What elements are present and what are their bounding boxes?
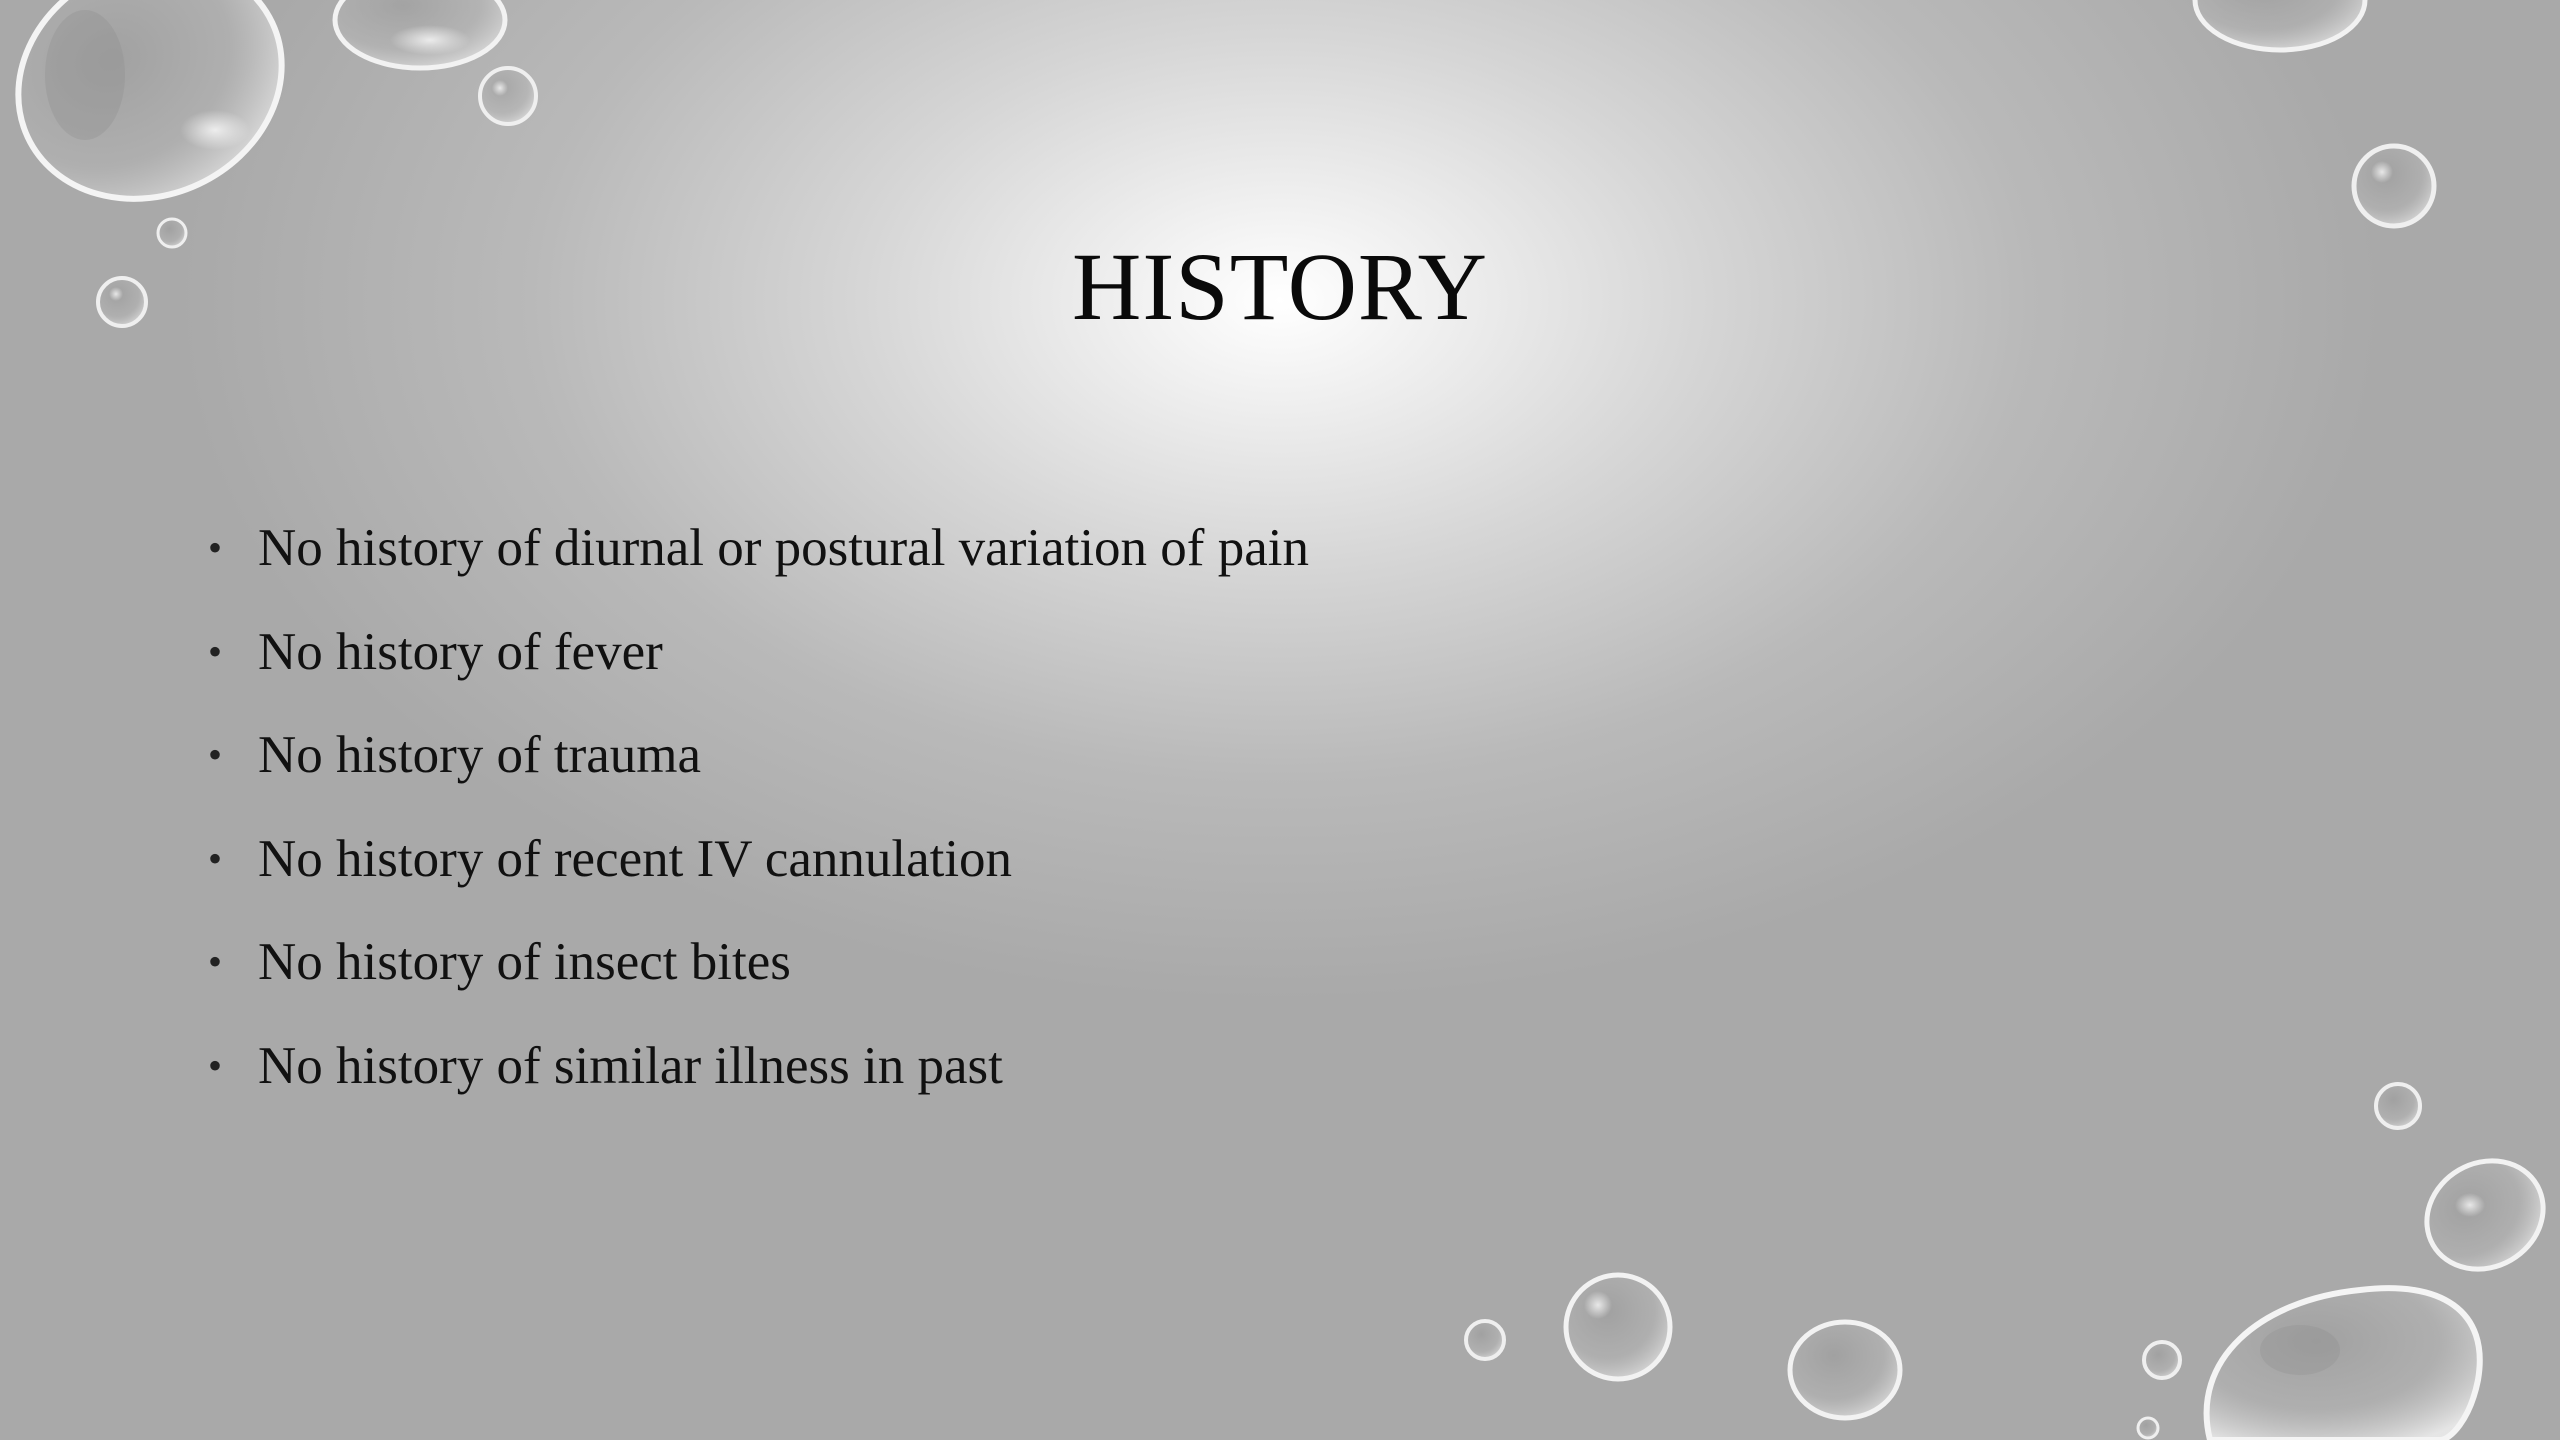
bullet-dot-icon: • <box>208 628 223 674</box>
bullet-text: No history of similar illness in past <box>258 1036 1003 1095</box>
bullet-item <box>208 612 2008 716</box>
bullet-dot-icon: • <box>208 525 223 570</box>
water-drop-top-right-medium <box>2354 146 2434 226</box>
water-drop-top-left-medium <box>335 0 505 68</box>
water-drop-bottom-center-medium <box>1566 1275 1670 1379</box>
bullet-item <box>208 922 2008 1026</box>
bullet-text: No history of trauma <box>258 726 702 784</box>
bullet-dot-icon: • <box>208 732 223 777</box>
bullet-text: No history of fever <box>258 622 663 681</box>
bullet-text: No history of recent IV cannulation <box>258 829 1013 888</box>
bullet-item <box>208 715 2008 819</box>
bullet-item <box>208 508 2008 612</box>
water-drop-bottom-center-tiny <box>1466 1321 1504 1359</box>
water-drop-bottom-right-large <box>2207 1288 2480 1440</box>
water-drop-bottom-right-tiny <box>2138 1342 2180 1438</box>
water-drop-bottom-right-small <box>2376 1084 2420 1128</box>
bullet-dot-icon: • <box>208 835 223 881</box>
water-drop-top-left-large <box>0 0 321 241</box>
bullet-dot-icon: • <box>208 939 223 984</box>
water-drop-top-right-large <box>2195 0 2365 50</box>
bullet-list <box>208 508 2008 1129</box>
bullet-item <box>208 819 2008 923</box>
water-drop-bottom-center-large <box>1790 1322 1900 1418</box>
slide-title: HISTORY <box>1072 233 1488 340</box>
bullet-dot-icon: • <box>208 1042 223 1088</box>
bullet-item <box>208 1026 2008 1130</box>
water-drop-top-left-small <box>480 68 536 124</box>
bullet-text: No history of insect bites <box>258 933 791 991</box>
water-drop-bottom-right-medium <box>2407 1140 2560 1290</box>
bullet-text: No history of diurnal or postural variation of pain <box>258 519 1309 577</box>
